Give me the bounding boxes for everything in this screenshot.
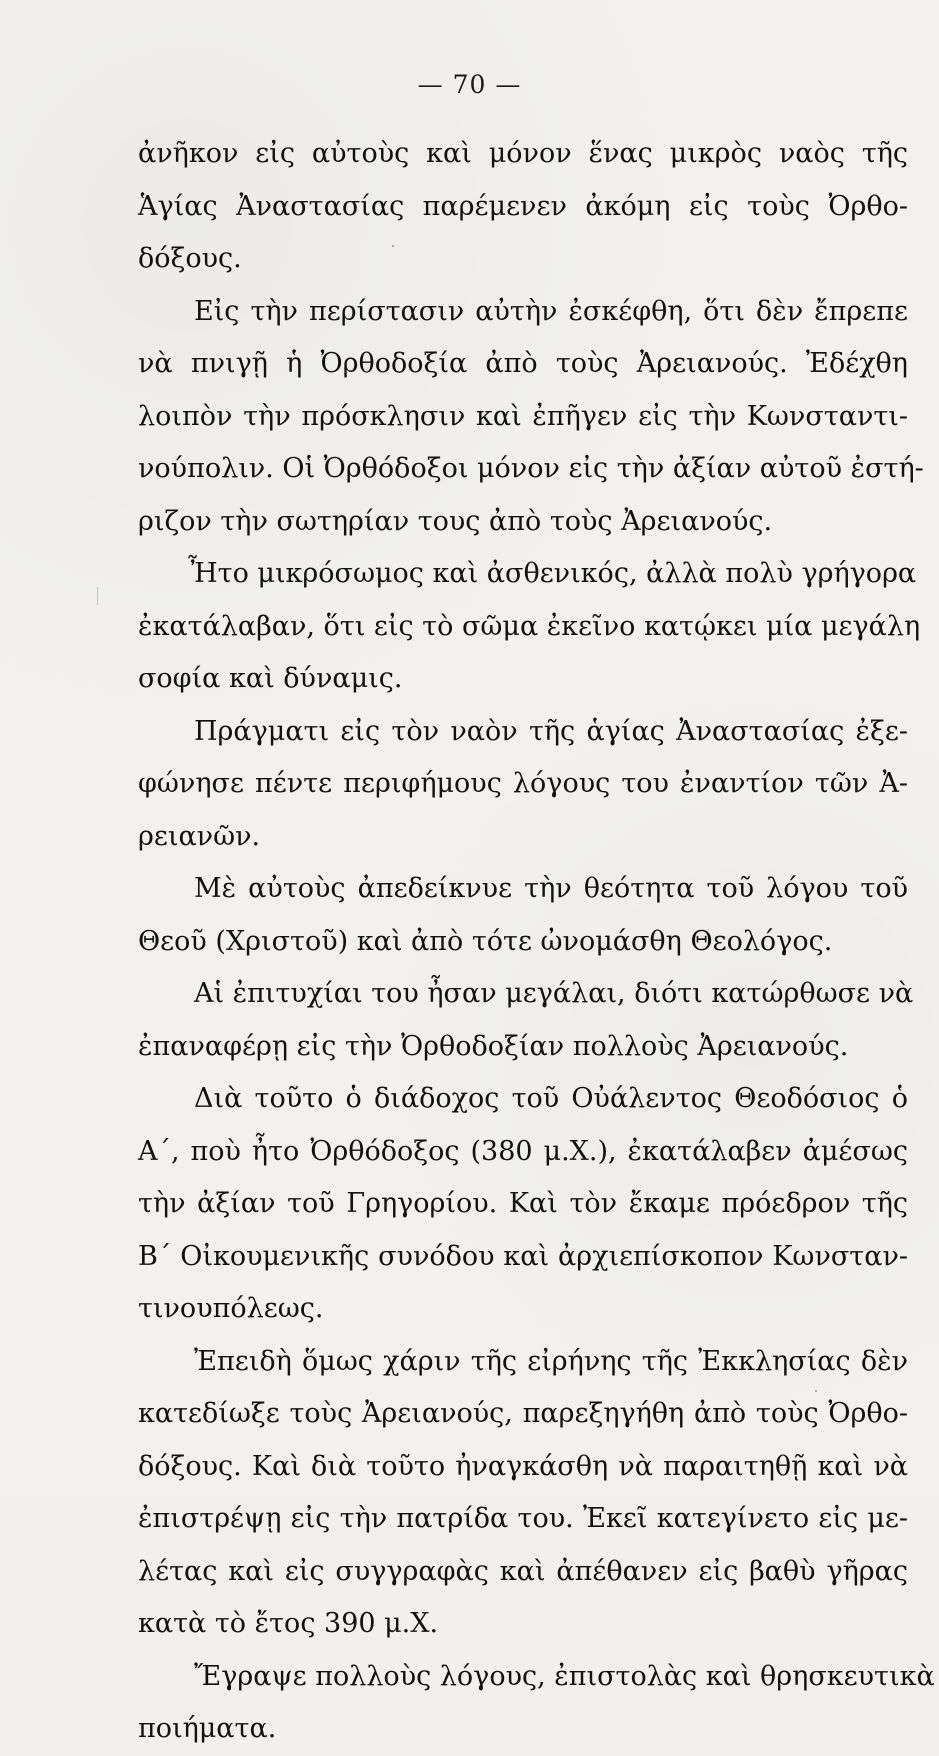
text-line-14: ρειανῶν. <box>138 820 261 852</box>
text-line-31: ποιήματα. <box>138 1713 277 1744</box>
text-line-30: Ἔγραψε πολλοὺς λόγους, ἐπιστολὰς καὶ θρησκευτικὰ <box>194 1660 935 1692</box>
text-line-12: Πράγματι εἰς τὸν ναὸν τῆς ἁγίας Ἀναστασίας ἐξε- <box>194 715 908 747</box>
text-line-29: κατὰ τὸ ἔτος 390 μ.Χ. <box>138 1608 439 1639</box>
text-line-3: δόξους. <box>138 243 242 274</box>
text-line-8: ριζον τὴν σωτηρίαν τους ἀπὸ τοὺς Ἀρειανούς. <box>138 505 773 537</box>
text-line-28: λέτας καὶ εἰς συγγραφὰς καὶ ἀπέθανεν εἰς βαθὺ γῆρας <box>138 1555 908 1587</box>
scan-speck <box>392 245 394 247</box>
text-line-25: κατεδίωξε τοὺς Ἀρειανούς, παρεξηγήθη ἀπὸ τοὺς Ὀρθο- <box>138 1398 908 1429</box>
text-line-16: Θεοῦ (Χριστοῦ) καὶ ἀπὸ τότε ὠνομάσθη Θεολόγος. <box>138 925 833 957</box>
body-text <box>138 128 935 1756</box>
text-line-4: Εἰς τὴν περίστασιν αὐτὴν ἐσκέφθη, ὅτι δὲν ἔπρεπε <box>194 295 908 327</box>
page-number: — 70 — <box>417 70 522 99</box>
text-line-11: σοφία καὶ δύναμις. <box>138 663 403 694</box>
text-line-19: Διὰ τοῦτο ὁ διάδοχος τοῦ Οὐάλεντος Θεοδόσιος ὁ <box>194 1083 908 1114</box>
text-line-15: Μὲ αὐτοὺς ἀπεδείκνυε τὴν θεότητα τοῦ λόγου τοῦ <box>194 873 908 904</box>
text-line-7: νούπολιν. Οἱ Ὀρθόδοξοι μόνον εἰς τὴν ἀξίαν αὐτοῦ ἐστή- <box>138 453 924 484</box>
text-line-26: δόξους. Καὶ διὰ τοῦτο ἠναγκάσθη νὰ παραιτηθῇ καὶ νὰ <box>138 1450 908 1482</box>
text-line-21: τὴν ἀξίαν τοῦ Γρηγορίου. Καὶ τὸν ἔκαμε πρόεδρον τῆς <box>138 1188 908 1219</box>
text-line-27: ἐπιστρέψῃ εἰς τὴν πατρίδα του. Ἐκεῖ κατεγίνετο εἰς με- <box>138 1503 908 1534</box>
text-line-18: ἐπαναφέρῃ εἰς τὴν Ὀρθοδοξίαν πολλοὺς Ἀρειανούς. <box>138 1030 849 1062</box>
text-line-23: τινουπόλεως. <box>138 1293 324 1324</box>
text-line-9: Ἦτο μικρόσωμος καὶ ἀσθενικός, ἀλλὰ πολὺ γρήγορα <box>188 558 917 589</box>
text-line-22: Β΄ Οἰκουμενικῆς συνόδου καὶ ἀρχιεπίσκοπον Κωνσταν- <box>138 1240 908 1272</box>
scan-speck <box>815 1390 817 1392</box>
text-line-1: ἀνῆκον εἰς αὐτοὺς καὶ μόνον ἕνας μικρὸς ναὸς τῆς <box>138 138 908 169</box>
text-line-24: Ἐπειδὴ ὅμως χάριν τῆς εἰρήνης τῆς Ἐκκλησίας δὲν <box>194 1345 908 1377</box>
text-line-10: ἐκατάλαβαν, ὅτι εἰς τὸ σῶμα ἐκεῖνο κατῴκει μία μεγάλη <box>138 610 921 642</box>
scan-speck <box>97 587 98 605</box>
text-line-20: Α΄, ποὺ ἦτο Ὀρθόδοξος (380 μ.Χ.), ἐκατάλαβεν ἀμέσως <box>138 1135 908 1167</box>
text-line-5: νὰ πνιγῇ ἡ Ὀρθοδοξία ἀπὸ τοὺς Ἀρειανούς. Ἐδέχθη <box>138 348 908 379</box>
text-line-2: Ἁγίας Ἀναστασίας παρέμενεν ἀκόμη εἰς τοὺς Ὀρθο- <box>138 190 908 222</box>
text-line-13: φώνησε πέντε περιφήμους λόγους του ἐναντίον τῶν Ἀ- <box>138 768 908 799</box>
text-line-17: Αἱ ἐπιτυχίαι του ἦσαν μεγάλαι, διότι κατώρθωσε νὰ <box>194 978 914 1009</box>
text-line-6: λοιπὸν τὴν πρόσκλησιν καὶ ἐπῆγεν εἰς τὴν Κωνσταντι- <box>138 400 908 432</box>
